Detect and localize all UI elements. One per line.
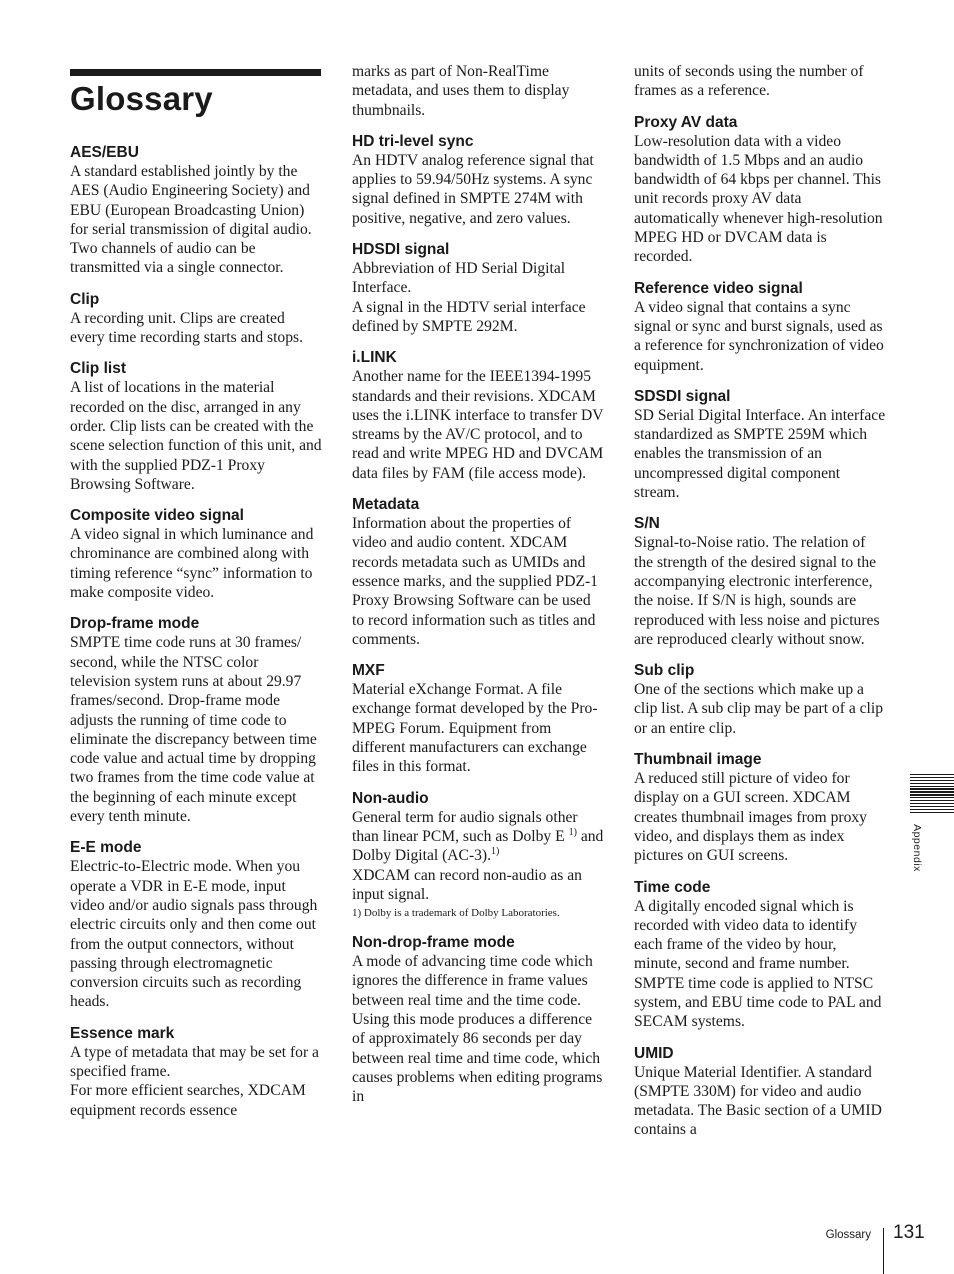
term-definition: One of the sections which make up a clip list. A sub clip may be part of a clip or an entire clip. bbox=[634, 681, 884, 737]
glossary-entry-non-drop-frame-mode bbox=[352, 933, 604, 1106]
glossary-entry-thumbnail-image bbox=[634, 750, 886, 865]
footnote-marker: 1) bbox=[491, 846, 500, 858]
glossary-entry-e-e-mode bbox=[70, 838, 322, 1011]
term-definition: Signal-to-Noise ratio. The relation of the strength of the desired signal to the accompanying electronic interference, the noise. If S/N is high, sounds are reproduced with less noise and pictures are reproduced clearly without snow. bbox=[634, 534, 880, 648]
glossary-entry-sub-clip bbox=[634, 661, 886, 738]
term-definition: A mode of advancing time code which ignores the difference in frame values between real time and the time code. Using this mode produces a difference of approximately 86 seconds per day between real time and time code, which causes problems when editing programs in bbox=[352, 953, 603, 1106]
glossary-column-3 bbox=[634, 62, 886, 1152]
term-definition bbox=[352, 808, 604, 866]
term-heading: Non-drop-frame mode bbox=[352, 934, 515, 952]
term-definition: Abbreviation of HD Serial Digital Interface. bbox=[352, 260, 566, 297]
glossary-entry-clip bbox=[70, 290, 322, 348]
glossary-entry-metadata bbox=[352, 495, 604, 649]
term-heading: Sub clip bbox=[634, 662, 695, 680]
term-heading: Drop-frame mode bbox=[70, 615, 200, 633]
term-definition: A video signal that contains a sync signal or sync and burst signals, used as a reference for synchronization of video equipment. bbox=[634, 298, 884, 374]
term-definition: A list of locations in the material recorded on the disc, arranged in any order. Clip lists can be created with the scene selection function of this unit, and with the supplied PDZ-1 Proxy Browsing Software. bbox=[70, 379, 322, 493]
section-side-label: Appendix bbox=[911, 824, 923, 872]
glossary-entry-s-n bbox=[634, 514, 886, 649]
term-heading: Clip bbox=[70, 290, 100, 308]
term-heading: HDSDI signal bbox=[352, 241, 450, 259]
term-heading: Metadata bbox=[352, 496, 420, 514]
term-heading: AES/EBU bbox=[70, 144, 139, 161]
term-definition: A recording unit. Clips are created every time recording starts and stops. bbox=[70, 309, 303, 347]
footer-section-label: Glossary bbox=[825, 1229, 871, 1241]
glossary-column-2 bbox=[352, 62, 604, 1118]
page-title: Glossary bbox=[70, 80, 213, 117]
term-definition: Another name for the IEEE1394-1995 standards and their revisions. XDCAM uses the i.LINK interface to transfer DV streams by the AV/C protocol, and to read and write MPEG HD and DVCAM data files by FAM (file access mode). bbox=[352, 368, 604, 482]
term-definition: Electric-to-Electric mode. When you operate a VDR in E-E mode, input video and/or audio signals pass through electric circuits only and then come out from the output connectors, without passing through electromagnetic conversion circuits such as recording heads. bbox=[70, 858, 318, 1011]
definition-text: and Dolby Digital (AC-3). bbox=[352, 827, 604, 865]
term-definition: A video signal in which luminance and chrominance are combined along with timing reference “sync” information to make composite video. bbox=[70, 526, 314, 602]
term-definition: A digitally encoded signal which is recorded with video data to identify each frame of the video by hour, minute, second and frame number. SMPTE time code is applied to NTSC system, and EBU time code to PAL and SECAM systems. bbox=[634, 897, 882, 1031]
glossary-entry-non-audio bbox=[352, 789, 604, 921]
glossary-entry-mxf bbox=[352, 661, 604, 776]
glossary-entry-hdsdi-signal bbox=[352, 240, 604, 336]
term-heading: SDSDI signal bbox=[634, 387, 731, 405]
continued-definition: units of seconds using the number of frames as a reference. bbox=[634, 63, 864, 100]
term-heading: Time code bbox=[634, 878, 711, 896]
footnote-marker: 1) bbox=[568, 826, 577, 838]
term-definition: SD Serial Digital Interface. An interface standardized as SMPTE 259M which enables the transmission of an uncompressed digital component stream. bbox=[634, 406, 886, 502]
glossary-entry-aes-ebu bbox=[70, 143, 322, 278]
term-heading: E-E mode bbox=[70, 839, 142, 857]
glossary-entry-essence-mark bbox=[70, 1024, 322, 1120]
term-heading: Clip list bbox=[70, 360, 126, 378]
term-definition-continued: For more efficient searches, XDCAM equipment records essence bbox=[70, 1082, 306, 1119]
glossary-column-1 bbox=[70, 62, 322, 1132]
glossary-entry-clip-list bbox=[70, 359, 322, 494]
term-definition-continued: A signal in the HDTV serial interface defined by SMPTE 292M. bbox=[352, 298, 586, 335]
glossary-entry-ilink bbox=[352, 348, 604, 483]
term-heading: HD tri-level sync bbox=[352, 132, 474, 150]
term-heading: UMID bbox=[634, 1044, 674, 1062]
term-definition: A reduced still picture of video for display on a GUI screen. XDCAM creates thumbnail images from proxy video, and displays them as index pictures on GUI screens. bbox=[634, 770, 867, 865]
term-heading: Non-audio bbox=[352, 789, 429, 807]
glossary-entry-hd-tri-level-sync bbox=[352, 132, 604, 228]
term-definition: Information about the properties of video and audio content. XDCAM records metadata such as UMIDs and essence marks, and the supplied PDZ-1 Proxy Browsing Software can be used to record information such as titles and comments. bbox=[352, 515, 598, 648]
definition-text: General term for audio signals other than linear PCM, such as Dolby E bbox=[352, 808, 578, 845]
term-heading: Thumbnail image bbox=[634, 751, 762, 769]
term-definition: An HDTV analog reference signal that applies to 59.94/50Hz systems. A sync signal defined in SMPTE 274M with positive, negative, and zero values. bbox=[352, 151, 594, 227]
term-heading: Reference video signal bbox=[634, 279, 803, 297]
footnote: 1) Dolby is a trademark of Dolby Laboratories. bbox=[352, 907, 560, 920]
term-definition: A type of metadata that may be set for a specified frame. bbox=[70, 1043, 319, 1080]
term-definition: A standard established jointly by the AES (Audio Engineering Society) and EBU (European Broadcasting Union) for serial transmission of digital audio. Two channels of audio can be transmitted via a single connector. bbox=[70, 163, 312, 277]
term-heading: Essence mark bbox=[70, 1024, 175, 1042]
continued-definition: marks as part of Non-RealTime metadata, and uses them to display thumbnails. bbox=[352, 63, 570, 119]
glossary-entry-sdsdi-signal bbox=[634, 387, 886, 502]
page-number: 131 bbox=[893, 1222, 925, 1243]
term-heading: MXF bbox=[352, 662, 385, 680]
term-heading: i.LINK bbox=[352, 349, 397, 367]
term-definition: SMPTE time code runs at 30 frames/ second, while the NTSC color television system runs at about 29.97 frames/second. Drop-frame mode adjusts the running of time code to eliminate the discrepancy between time code value and actual time by dropping two frames from the time code value at the beginning of each minute except every tenth minute. bbox=[70, 634, 317, 826]
term-definition: Low-resolution data with a video bandwidth of 1.5 Mbps and an audio bandwidth of 64 kbps per channel. This unit records proxy AV data automatically whenever high-resolution MPEG HD or DVCAM data is recorded. bbox=[634, 132, 883, 266]
glossary-entry-time-code bbox=[634, 878, 886, 1032]
term-definition: Unique Material Identifier. A standard (SMPTE 330M) for video and audio metadata. The Basic section of a UMID contains a bbox=[634, 1063, 882, 1139]
term-heading: Proxy AV data bbox=[634, 113, 738, 131]
glossary-entry-drop-frame-mode bbox=[70, 614, 322, 826]
footer-divider bbox=[883, 1228, 884, 1274]
term-heading: Composite video signal bbox=[70, 507, 244, 525]
glossary-entry-proxy-av-data bbox=[634, 113, 886, 267]
glossary-entry-composite-video-signal bbox=[70, 506, 322, 602]
term-definition-continued: XDCAM can record non-audio as an input signal. bbox=[352, 866, 582, 903]
title-rule bbox=[70, 69, 321, 76]
glossary-entry-umid bbox=[634, 1044, 886, 1140]
term-heading: S/N bbox=[634, 515, 660, 533]
term-definition: Material eXchange Format. A file exchange format developed by the Pro-MPEG Forum. Equipment from different manufacturers can exchange files in this format. bbox=[352, 681, 598, 776]
glossary-entry-reference-video-signal bbox=[634, 279, 886, 375]
